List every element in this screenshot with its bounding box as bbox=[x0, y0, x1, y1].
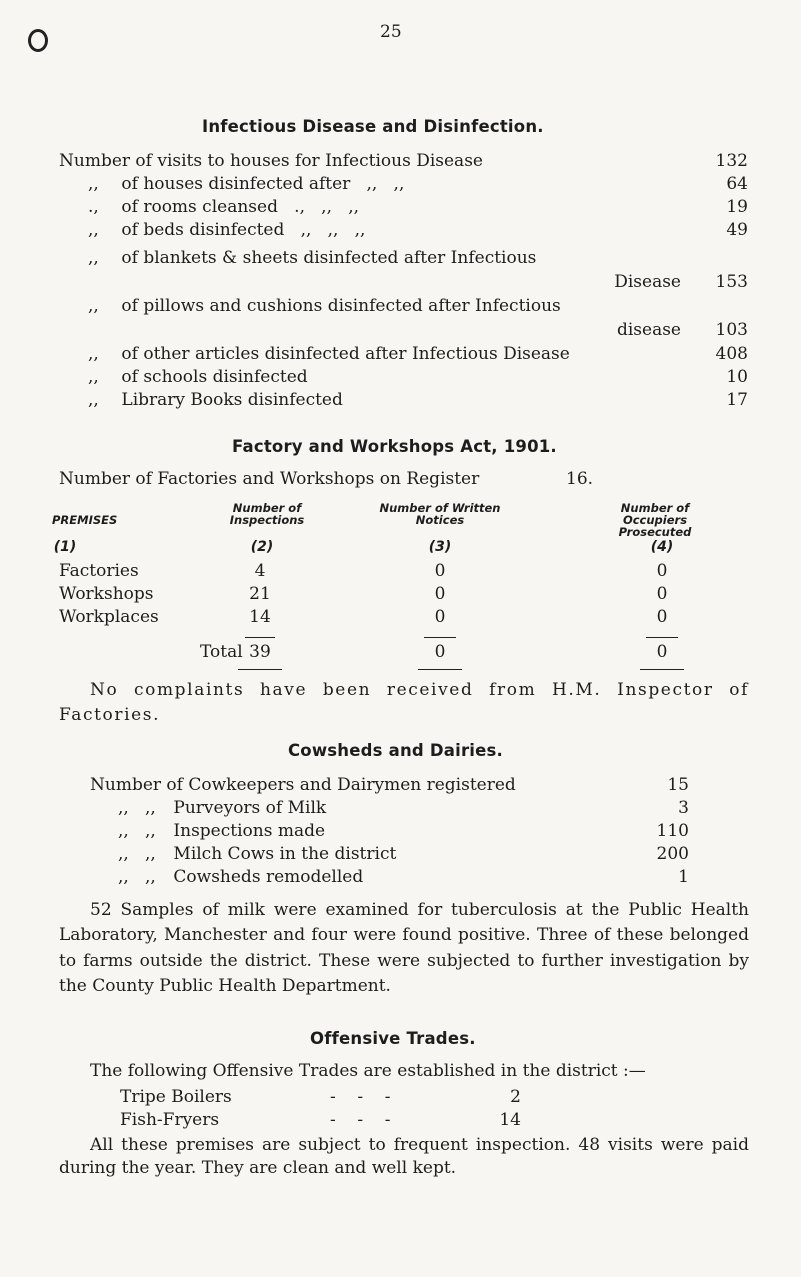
cell-prosecuted: 0 bbox=[656, 607, 668, 627]
cell-notices: 0 bbox=[434, 607, 446, 627]
row-value: 132 bbox=[715, 151, 748, 171]
total-rule bbox=[245, 637, 275, 638]
row-value: 17 bbox=[726, 390, 748, 410]
total-rule bbox=[418, 669, 462, 670]
column-head-notices: Number of Written Notices bbox=[379, 501, 501, 527]
ditto-mark: ,, ,, bbox=[118, 821, 156, 841]
ditto-mark: ,, bbox=[88, 296, 99, 316]
cell-prosecuted: 0 bbox=[656, 561, 668, 581]
row-value: 49 bbox=[726, 220, 748, 240]
infectious-title: Infectious Disease and Disinfection. bbox=[202, 117, 544, 136]
row-premises: Workshops bbox=[59, 584, 154, 604]
row-value: 15 bbox=[667, 775, 689, 795]
list-item bbox=[59, 151, 483, 171]
list-item bbox=[88, 344, 570, 364]
row-value: 3 bbox=[678, 798, 689, 818]
trade-value: 14 bbox=[499, 1110, 521, 1130]
ditto-mark: ,, bbox=[88, 367, 99, 387]
row-label: Milch Cows in the district bbox=[173, 844, 397, 864]
list-item bbox=[118, 821, 325, 841]
total-notices: 0 bbox=[434, 642, 446, 662]
total-rule bbox=[238, 669, 282, 670]
row-value: 10 bbox=[726, 367, 748, 387]
total-prosecuted: 0 bbox=[656, 642, 668, 662]
row-value: 103 bbox=[715, 320, 748, 340]
list-item bbox=[88, 390, 343, 410]
row-label: of blankets & sheets disinfected after Infectious bbox=[121, 248, 537, 268]
row-label: Cowsheds remodelled bbox=[173, 867, 364, 887]
ditto-mark: ,, bbox=[88, 220, 99, 240]
row-label: Purveyors of Milk bbox=[173, 798, 327, 818]
ditto-mark: ,, bbox=[88, 248, 99, 268]
row-label-continued: disease bbox=[616, 320, 681, 340]
ditto-mark: ,, bbox=[88, 174, 99, 194]
row-label: of schools disinfected bbox=[121, 367, 308, 387]
row-value: 64 bbox=[726, 174, 748, 194]
offensive-title: Offensive Trades. bbox=[310, 1029, 476, 1048]
offensive-closing: All these premises are subject to frequent inspection. 48 visits were paid during the year. They are clean and well kept. bbox=[59, 1135, 749, 1178]
row-label: of houses disinfected after ,, ,, bbox=[121, 174, 405, 194]
row-label: Inspections made bbox=[173, 821, 326, 841]
list-item bbox=[118, 867, 363, 887]
row-value: 408 bbox=[715, 344, 748, 364]
list-item bbox=[88, 248, 536, 268]
row-premises: Factories bbox=[59, 561, 139, 581]
list-item bbox=[88, 174, 404, 194]
ditto-mark: ,, bbox=[88, 344, 99, 364]
offensive-intro: The following Offensive Trades are established in the district :— bbox=[90, 1061, 646, 1081]
column-number: (2) bbox=[250, 539, 274, 555]
trade-dashes: - - - bbox=[330, 1087, 391, 1107]
ditto-mark: ., bbox=[88, 197, 99, 217]
column-number: (4) bbox=[650, 539, 674, 555]
factory-title: Factory and Workshops Act, 1901. bbox=[232, 437, 557, 456]
register-label: Number of Factories and Workshops on Register bbox=[59, 469, 480, 489]
ditto-mark: ,, bbox=[88, 390, 99, 410]
trade-name: Fish-Fryers bbox=[120, 1110, 220, 1130]
total-inspections: 39 bbox=[249, 642, 271, 662]
total-rule bbox=[640, 669, 684, 670]
cell-inspections: 4 bbox=[254, 561, 266, 581]
total-rule bbox=[646, 637, 678, 638]
list-item bbox=[118, 844, 396, 864]
row-value: 153 bbox=[715, 272, 748, 292]
row-prefix: Number of bbox=[90, 775, 183, 795]
milk-samples-paragraph: 52 Samples of milk were examined for tuberculosis at the Public Health Laboratory, Manchester and four were found positive. Three of these belonged to farms outside the district. These were subjected to further investigation by the County Public Health Department. bbox=[59, 900, 749, 996]
factory-note: No complaints have been received from H.M. Inspector of Factories. bbox=[59, 680, 749, 725]
ditto-mark: ,, ,, bbox=[118, 798, 156, 818]
cell-notices: 0 bbox=[434, 584, 446, 604]
row-label: of visits to houses for Infectious Disease bbox=[135, 151, 483, 171]
row-label: of pillows and cushions disinfected after Infectious bbox=[121, 296, 561, 316]
punch-hole bbox=[28, 29, 48, 52]
cell-inspections: 14 bbox=[249, 607, 271, 627]
total-label: Total bbox=[200, 642, 243, 662]
column-head-premises: PREMISES bbox=[52, 513, 118, 527]
row-value: 110 bbox=[656, 821, 689, 841]
row-label: Library Books disinfected bbox=[121, 390, 343, 410]
ditto-mark: ,, ,, bbox=[118, 844, 156, 864]
trade-name: Tripe Boilers bbox=[120, 1087, 232, 1107]
row-value: 19 bbox=[726, 197, 748, 217]
column-number: (1) bbox=[53, 539, 77, 555]
list-item bbox=[118, 798, 326, 818]
register-value: 16. bbox=[566, 469, 594, 489]
row-prefix: Number bbox=[59, 151, 131, 171]
column-number: (3) bbox=[428, 539, 452, 555]
trade-value: 2 bbox=[510, 1087, 521, 1107]
row-label-continued: Disease bbox=[614, 272, 681, 292]
row-premises: Workplaces bbox=[59, 607, 159, 627]
cell-inspections: 21 bbox=[249, 584, 271, 604]
list-item bbox=[88, 197, 359, 217]
row-value: 1 bbox=[678, 867, 689, 887]
ditto-mark: ,, ,, bbox=[118, 867, 156, 887]
cell-notices: 0 bbox=[434, 561, 446, 581]
total-rule bbox=[424, 637, 456, 638]
row-value: 200 bbox=[656, 844, 689, 864]
row-label: of beds disinfected ,, ,, ,, bbox=[121, 220, 366, 240]
row-label: Cowkeepers and Dairymen registered bbox=[188, 775, 516, 795]
row-label: of other articles disinfected after Infectious Disease bbox=[121, 344, 570, 364]
list-item bbox=[88, 296, 561, 316]
page-number: 25 bbox=[380, 22, 402, 42]
column-head-inspections: Number of Inspections bbox=[229, 501, 305, 527]
cowsheds-title: Cowsheds and Dairies. bbox=[288, 741, 504, 760]
trade-dashes: - - - bbox=[330, 1110, 391, 1130]
list-item bbox=[88, 220, 365, 240]
cell-prosecuted: 0 bbox=[656, 584, 668, 604]
list-item bbox=[90, 775, 516, 795]
list-item bbox=[88, 367, 308, 387]
column-head-prosecuted: Number of Occupiers Prosecuted bbox=[618, 501, 692, 539]
row-label: of rooms cleansed ., ,, ,, bbox=[121, 197, 360, 217]
